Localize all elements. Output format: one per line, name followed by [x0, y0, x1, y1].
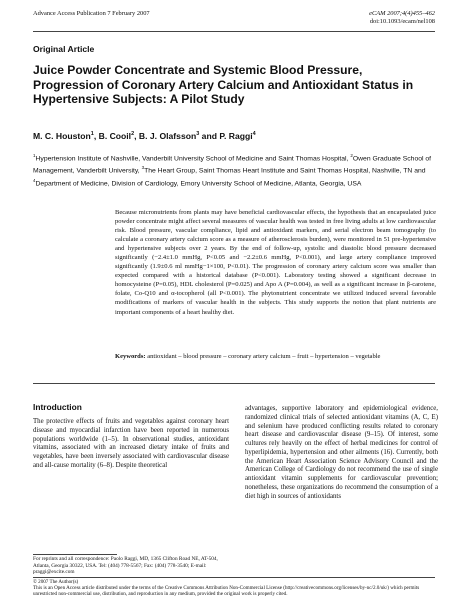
intro-left-column: The protective effects of fruits and vegetables against coronary heart disease and myocardial infarction have been reported in numerous populations worldwide (1–5). In observational studies, antioxidant vitamins, associated with an increased dietary intake of fruits and vegetables, have been inversely associated with cardiovascular disease and all-cause mortality (6–8). Despite theoretical — [33, 418, 229, 469]
abstract: Because micronutrients from plants may have beneficial cardiovascular effects, the hypothesis that an encapsulated juice powder concentrate might affect several measures of vascular health was tested in free living adults at low cardiovascular risk. Blood pressure, vascular compliance, lipid and antioxidant markers, and serial electron beam tomography (to calculate a coronary artery calcium score as a measure of atherosclerosis burden), were monitored in 51 pre-hypertensive and hypertensive subjects over 2 years. By the end of follow-up, systolic and diastolic blood pressure decreased significantly (−2.4±1.0 mmHg, P<0.05 and −2.2±0.6 mmHg, P<0.001), and large artery compliance improved significantly (1.9±0.6 ml mmHg−1×100, P<0.01). The progression of coronary artery calcium score was smaller than expected compared with a historical database (P<0.001). Laboratory testing showed a significant decrease in homocysteine (P=0.05), HDL cholesterol (P=0.025) and Apo A (P=0.004), as well as a significant increase in β-carotene, folate, Co-Q10 and α-tocopherol (all P<0.001). The phytonutrient concentrate we utilized induced several favorable modifications of markers of vascular health in the subjects. This study supports the notion that plant nutrients are important components of a heart healthy diet. — [115, 209, 436, 316]
keywords — [115, 352, 436, 361]
author-separator: , — [93, 131, 99, 141]
author-affil-marker: 1 — [90, 131, 94, 138]
doi-line: doi:10.1093/ecam/nel108 — [369, 18, 435, 25]
affiliation-text: The Heart Group, Saint Thomas Heart Institute and Saint Thomas Hospital, Nashville, TN and — [144, 167, 426, 175]
section-divider — [33, 383, 435, 384]
affiliation-text: Hypertension Institute of Nashville, Vanderbilt University School of Medicine and Saint Thomas Hospital, — [35, 155, 351, 163]
correspondence-footnote: For reprints and all correspondence: Paolo Raggi, MD, 1365 Clifton Road NE, AT-504, Atlanta, Georgia 30322, USA. Tel: (404) 778-5567; Fax: (404) 778-3540; E-mail: praggi@excite.com — [33, 556, 218, 576]
article-title: Juice Powder Concentrate and Systemic Blood Pressure, Progression of Coronary Artery Calcium and Antioxidant Status in Hypertensive Subjects: A Pilot Study — [33, 63, 414, 106]
running-header — [33, 10, 435, 30]
author-separator: , — [134, 131, 139, 141]
author-affil-marker: 4 — [252, 131, 256, 138]
affil-marker: 3 — [141, 165, 145, 171]
citation-line: eCAM 2007;4(4)455–462 — [369, 10, 435, 17]
author-name: B. J. Olafsson — [138, 131, 197, 141]
author-name: B. Cooil — [98, 131, 132, 141]
affiliation-text: Department of Medicine, Division of Cardiology, Emory University School of Medicine, Atlanta, Georgia, USA — [35, 180, 362, 188]
journal-citation — [369, 10, 435, 26]
affiliations — [33, 151, 438, 188]
affil-marker: 4 — [33, 177, 36, 183]
keywords-text: antioxidant – blood pressure – coronary artery calcium – fruit – hypertension – vegetable — [145, 353, 381, 360]
author-list — [33, 131, 256, 141]
affil-marker: 1 — [33, 153, 36, 158]
affiliation-text: Owen Graduate School of Management, Vanderbilt University, — [33, 155, 432, 175]
advance-access-line: Advance Access Publication 7 February 2007 — [33, 10, 150, 17]
intro-right-column: advantages, supportive laboratory and epidemiological evidence, randomized clinical trials of selected antioxidant vitamins (A, C, E) and selenium have produced conflicting results related to coronary heart disease and cardiovascular disease (9–15). Of interest, some cultures rely heavily on the effect of herbal medicines for control of hyperlipidemia, hypertension and other ailments (16). Currently, both the American Heart Association Science Advisory Council and the American College of Cardiology do not recommend the use of single antioxidant vitamin supplements for cardiovascular prevention; nonetheless, these organizations do recommend the consumption of a diet high in sources of antioxidants — [245, 405, 438, 500]
keywords-label: Keywords: — [115, 353, 146, 360]
header-divider — [33, 31, 435, 32]
author-name: M. C. Houston — [33, 131, 91, 141]
author-separator: and — [199, 131, 220, 141]
affil-marker: 2 — [350, 153, 353, 158]
copyright-divider — [33, 577, 435, 578]
author-affil-marker: 3 — [196, 131, 200, 138]
introduction-heading: Introduction — [33, 402, 82, 412]
author-name: P. Raggi — [219, 131, 253, 141]
article-type: Original Article — [33, 44, 95, 54]
copyright-notice: © 2007 The Author(s) This is an Open Access article distributed under the terms of the Creative Commons Attribution Non-Commercial License (http://creativecommons.org/licenses/by-nc/2.0/uk/) which permits unrestricted non-commercial use, distribution, and reproduction in any medium, provided the original work is properly cited. — [33, 579, 420, 598]
author-affil-marker: 2 — [131, 131, 135, 138]
footnote-divider — [33, 554, 117, 555]
